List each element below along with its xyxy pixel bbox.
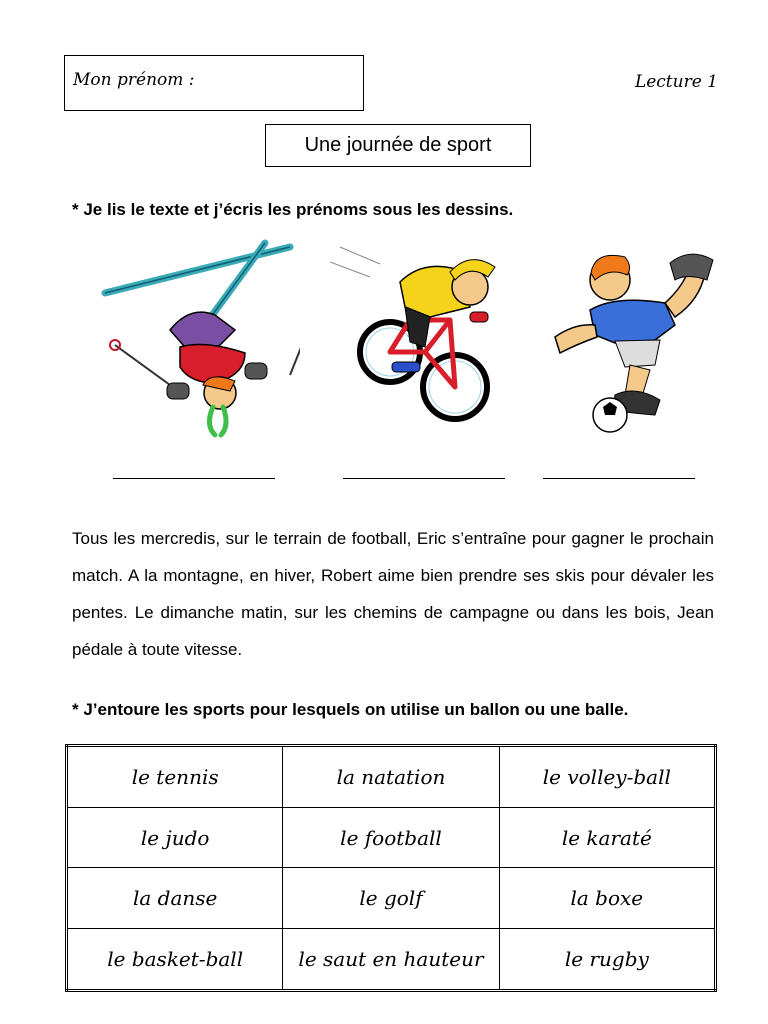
skier-illustration [95, 235, 300, 440]
page-title: Une journée de sport [265, 124, 531, 167]
table-row [67, 868, 716, 929]
sport-cell[interactable]: le golf [283, 868, 499, 929]
lesson-label: Lecture 1 [634, 72, 718, 92]
table-row [67, 807, 716, 868]
footballer-illustration [515, 245, 720, 440]
instruction-names: * Je lis le texte et j’écris les prénoms sous les dessins. [72, 200, 514, 219]
instruction-circle-sports: * J’entoure les sports pour lesquels on utilise un ballon ou une balle. [72, 700, 629, 719]
answer-line-cyclist[interactable] [343, 478, 505, 479]
sport-cell[interactable]: le basket-ball [67, 929, 283, 991]
sport-cell[interactable]: le saut en hauteur [283, 929, 499, 991]
cyclist-illustration [330, 232, 510, 432]
sports-table [65, 744, 717, 992]
reading-passage: Tous les mercredis, sur le terrain de football, Eric s’entraîne pour gagner le prochain match. A la montagne, en hiver, Robert aime bien prendre ses skis pour dévaler les pentes. Le dimanche matin, sur les chemins de campagne ou dans les bois, Jean pédale à toute vitesse. [72, 529, 714, 659]
sport-cell[interactable]: le football [283, 807, 499, 868]
sport-cell[interactable]: le judo [67, 807, 283, 868]
table-row [67, 929, 716, 991]
answer-line-skier[interactable] [113, 478, 275, 479]
sport-cell[interactable]: le tennis [67, 746, 283, 808]
table-row [67, 746, 716, 808]
sport-cell[interactable]: le volley-ball [499, 746, 715, 808]
sport-cell[interactable]: le karaté [499, 807, 715, 868]
sport-cell[interactable]: la natation [283, 746, 499, 808]
first-name-box[interactable] [64, 55, 364, 111]
first-name-label: Mon prénom : [73, 70, 195, 90]
answer-line-footballer[interactable] [543, 478, 695, 479]
sport-cell[interactable]: la boxe [499, 868, 715, 929]
sport-cell[interactable]: le rugby [499, 929, 715, 991]
sport-cell[interactable]: la danse [67, 868, 283, 929]
